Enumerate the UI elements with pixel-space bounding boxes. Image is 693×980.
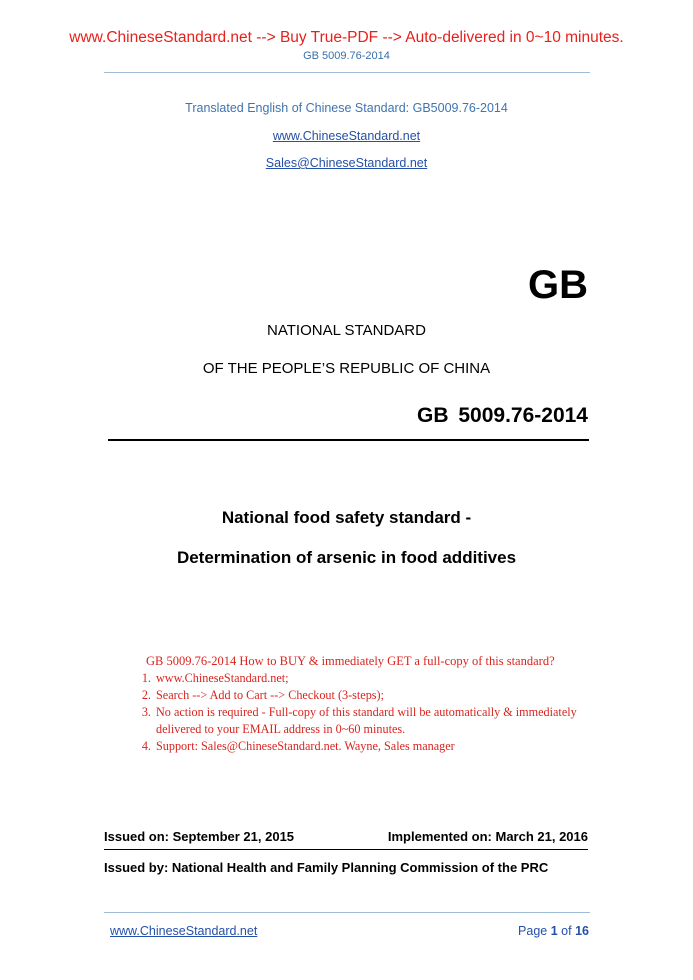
standard-number-rule — [108, 439, 589, 441]
page-total: 16 — [575, 924, 589, 938]
standard-number: GB 5009.76-2014 — [417, 404, 588, 427]
header-standard-code: GB 5009.76-2014 — [303, 50, 390, 62]
footer-divider — [104, 912, 590, 913]
page-current: 1 — [550, 924, 558, 938]
document-title-line1: National food safety standard - — [221, 508, 472, 527]
buy-step: 2. Search --> Add to Cart --> Checkout (3-steps); — [154, 687, 598, 704]
page-indicator — [480, 924, 589, 938]
republic-line: OF THE PEOPLE’S REPUBLIC OF CHINA — [202, 360, 491, 377]
buy-steps-list — [138, 670, 598, 755]
issued-on-date: Issued on: September 21, 2015 — [104, 829, 295, 844]
national-standard-line: NATIONAL STANDARD — [267, 322, 426, 339]
implemented-on-date: Implemented on: March 21, 2016 — [387, 829, 588, 844]
page-of: of — [561, 924, 572, 938]
top-banner[interactable]: www.ChineseStandard.net --> Buy True-PDF --> Auto-delivered in 0~10 minutes. — [69, 29, 624, 46]
issue-divider — [104, 849, 588, 850]
document-title-line2: Determination of arsenic in food additives — [176, 548, 517, 567]
buy-notice — [138, 653, 598, 755]
page-word: Page — [518, 924, 548, 938]
sales-email-link[interactable]: Sales@ChineseStandard.net — [265, 156, 428, 170]
gb-logo: GB — [528, 263, 588, 307]
buy-step: 3. No action is required - Full-copy of this standard will be automatically & immediately delivered to your EMAIL address in 0~60 minutes. — [154, 704, 598, 738]
buy-step: 4. Support: Sales@ChineseStandard.net. Wayne, Sales manager — [154, 738, 598, 755]
issued-by: Issued by: National Health and Family Planning Commission of the PRC — [104, 860, 549, 875]
site-link[interactable]: www.ChineseStandard.net — [272, 129, 421, 143]
translated-line: Translated English of Chinese Standard: GB5009.76-2014 — [185, 101, 508, 115]
buy-step: 1. www.ChineseStandard.net; — [154, 670, 598, 687]
footer-site-link[interactable]: www.ChineseStandard.net — [110, 924, 258, 938]
buy-notice-heading: GB 5009.76-2014 How to BUY & immediately GET a full-copy of this standard? — [146, 654, 555, 668]
header-divider — [104, 72, 590, 73]
